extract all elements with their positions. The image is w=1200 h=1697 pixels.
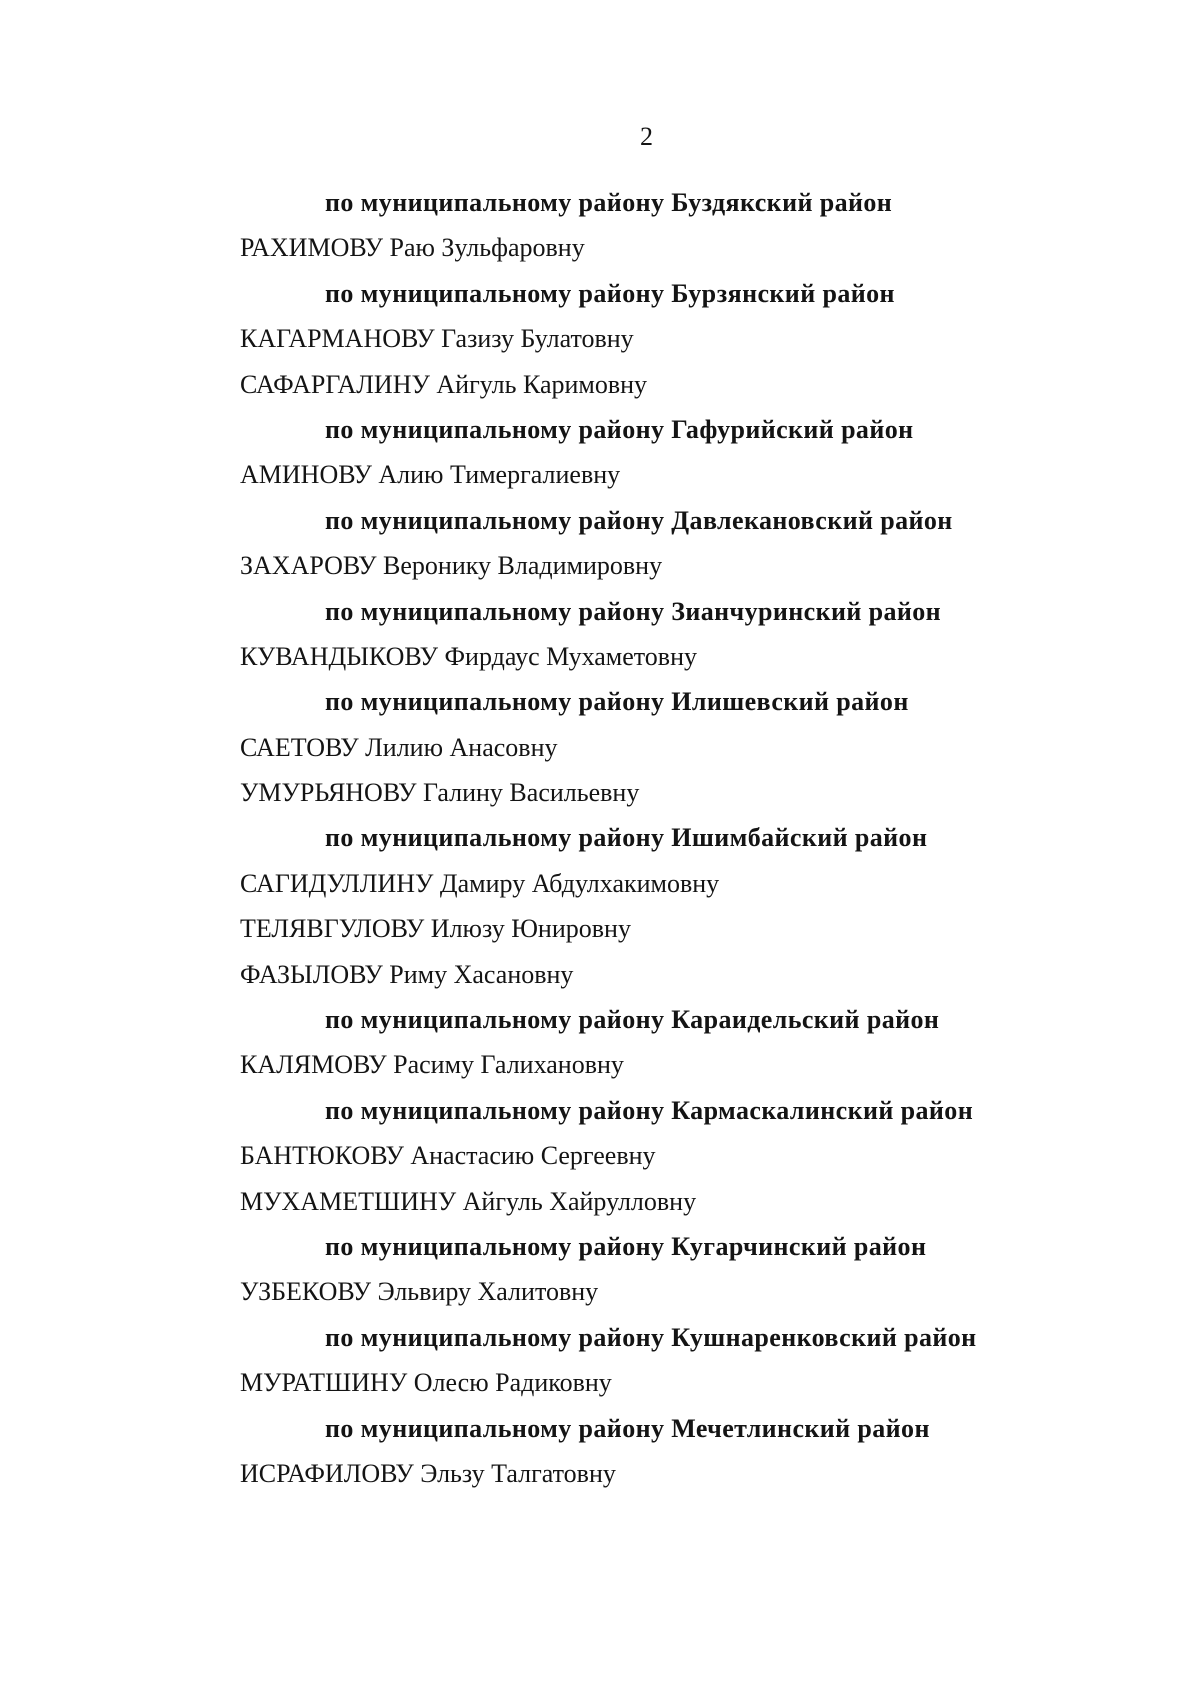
person-name: МУХАМЕТШИНУ Айгуль Хайрулловну xyxy=(240,1186,697,1216)
person-name: ИСРАФИЛОВУ Эльзу Талгатовну xyxy=(240,1458,616,1488)
person-name: КАГАРМАНОВУ Газизу Булатовну xyxy=(240,324,634,354)
page-number: 2 xyxy=(640,122,653,151)
person-name: МУРАТШИНУ Олесю Радиковну xyxy=(240,1368,612,1398)
person-name: КАЛЯМОВУ Расиму Галихановну xyxy=(240,1050,624,1080)
person-name: РАХИМОВУ Раю Зульфаровну xyxy=(240,233,585,263)
district-heading: по муниципальному району Кугарчинский район xyxy=(325,1231,927,1261)
person-name: САФАРГАЛИНУ Айгуль Каримовну xyxy=(240,369,648,399)
district-heading: по муниципальному району Кушнаренковский район xyxy=(325,1322,977,1352)
person-name: САГИДУЛЛИНУ Дамиру Абдулхакимовну xyxy=(240,868,720,898)
person-name: ТЕЛЯВГУЛОВУ Илюзу Юнировну xyxy=(240,914,631,944)
appointment-list xyxy=(0,188,1200,1504)
district-heading: по муниципальному району Караидельский район xyxy=(325,1005,940,1035)
district-heading: по муниципальному району Ишимбайский район xyxy=(325,823,928,853)
person-name: ЗАХАРОВУ Веронику Владимировну xyxy=(240,551,663,581)
district-heading: по муниципальному району Мечетлинский район xyxy=(325,1413,930,1443)
district-heading: по муниципальному району Гафурийский район xyxy=(325,414,914,444)
district-heading: по муниципальному району Илишевский район xyxy=(325,687,909,717)
district-heading: по муниципальному району Бурзянский район xyxy=(325,278,895,308)
person-name: КУВАНДЫКОВУ Фирдаус Мухаметовну xyxy=(240,641,697,671)
person-name: УМУРЬЯНОВУ Галину Васильевну xyxy=(240,778,640,808)
district-heading: по муниципальному району Кармаскалинский район xyxy=(325,1095,974,1125)
person-name: АМИНОВУ Алию Тимергалиевну xyxy=(240,460,621,490)
district-heading: по муниципальному району Давлекановский район xyxy=(325,505,953,535)
person-name: ФАЗЫЛОВУ Риму Хасановну xyxy=(240,959,574,989)
person-name: САЕТОВУ Лилию Анасовну xyxy=(240,732,558,762)
district-heading: по муниципальному району Зианчуринский район xyxy=(325,596,942,626)
person-name: БАНТЮКОВУ Анастасию Сергеевну xyxy=(240,1141,656,1171)
district-heading: по муниципальному району Буздякский район xyxy=(325,188,893,217)
person-name: УЗБЕКОВУ Эльвиру Халитовну xyxy=(240,1277,599,1307)
